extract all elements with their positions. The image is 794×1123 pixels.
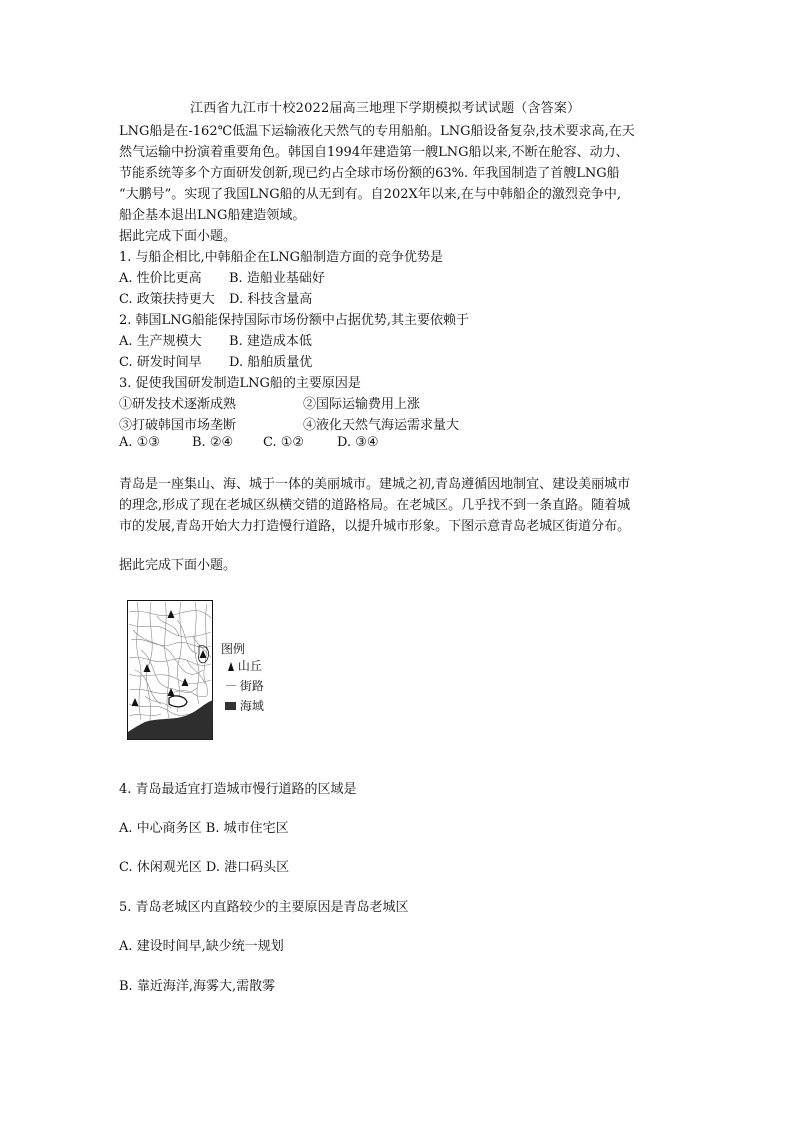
option-a: A. ①③ [119, 435, 160, 450]
option-a: A. 生产规模大 [119, 334, 202, 349]
passage-1-instruction: 据此完成下面小题。 [119, 229, 237, 244]
option-b: B. ②④ [192, 435, 234, 450]
option-d: D. ③④ [337, 435, 379, 450]
sea-area-icon [225, 702, 236, 710]
question-3-stem: 3. 促使我国研发制造LNG船的主要原因是 [119, 376, 361, 391]
question-2-options-row-2 [119, 351, 312, 370]
question-5-option-a: A. 建设时间早,缺少统一规划 [119, 939, 284, 954]
question-3-statements-row-1 [119, 393, 420, 412]
hill-icon [228, 662, 234, 671]
option-d: D. 科技含量高 [229, 292, 313, 307]
option-c: C. ①② [263, 435, 305, 450]
option-d: D. 船舶质量优 [229, 355, 313, 370]
legend-hill-label: 山丘 [237, 659, 262, 673]
statement-2: ②国际运输费用上涨 [303, 397, 421, 412]
passage-2-instruction: 据此完成下面小题。 [119, 558, 237, 573]
statement-1: ①研发技术逐渐成熟 [119, 397, 237, 412]
question-5-stem: 5. 青岛老城区内直路较少的主要原因是青岛老城区 [119, 900, 409, 915]
passage-2-line: 青岛是一座集山、海、城于一体的美丽城市。建城之初,青岛遵循因地制宜、建设美丽城市 [119, 477, 631, 492]
option-c: C. 政策扶持更大 [119, 292, 215, 307]
passage-2-line: 市的发展,青岛开始大力打造慢行道路，以提升城市形象。下图示意青岛老城区街道分布。 [119, 519, 631, 534]
question-4-stem: 4. 青岛最适宜打造城市慢行道路的区域是 [119, 782, 357, 797]
question-2-stem: 2. 韩国LNG船能保持国际市场份额中占据优势,其主要依赖于 [119, 313, 470, 328]
legend-road [226, 677, 264, 694]
option-c: C. 研发时间早 [119, 355, 202, 370]
question-1-options-row-1 [119, 267, 325, 286]
option-b: B. 建造成本低 [229, 334, 312, 349]
qingdao-old-town-street-map [127, 600, 213, 740]
question-2-options-row-1 [119, 330, 312, 349]
option-b: B. 造船业基础好 [229, 271, 325, 286]
question-1-stem: 1. 与船企相比,中韩船企在LNG船制造方面的竞争优势是 [119, 250, 444, 265]
passage-1-line: 节能系统等多个方面研发创新,现已约占全球市场份额的63%. 年我国制造了首艘LNG船 [119, 166, 620, 181]
question-4-options-row-2: C. 休闲观光区 D. 港口码头区 [119, 860, 290, 875]
passage-1-line: LNG船是在-162℃低温下运输液化天然气的专用船舶。LNG船设备复杂,技术要求高,在天 [119, 124, 635, 139]
question-4-options-row-1: A. 中心商务区 B. 城市住宅区 [119, 821, 289, 836]
question-1-options-row-2 [119, 288, 312, 307]
statement-4: ④液化天然气海运需求量大 [303, 418, 460, 433]
legend-road-label: 街路 [239, 679, 264, 693]
question-5-option-b: B. 靠近海洋,海雾大,需散雾 [119, 979, 276, 994]
question-3-answers [119, 435, 379, 450]
legend-hill [228, 657, 262, 674]
legend-sea-label: 海域 [239, 699, 264, 713]
passage-1-line: 然气运输中扮演着重要角色。韩国自1994年建造第一艘LNG船以来,不断在舱容、动力、 [119, 145, 629, 160]
passage-1-line: “大鹏号”。实现了我国LNG船的从无到有。自202X年以来,在与中韩船企的激烈竞争中, [119, 187, 622, 202]
legend-title: 图例 [221, 642, 246, 656]
document-title: 江西省九江市十校2022届高三地理下学期模拟考试试题（含答案） [190, 101, 581, 116]
legend-sea [225, 697, 264, 714]
question-3-statements-row-2 [119, 414, 459, 433]
passage-1-line: 船企基本退出LNG船建造领域。 [119, 208, 306, 223]
option-a: A. 性价比更高 [119, 271, 202, 286]
passage-2-line: 的理念,形成了现在老城区纵横交错的道路格局。在老城区。几乎找不到一条直路。随着城 [119, 498, 631, 513]
statement-3: ③打破韩国市场垄断 [119, 418, 237, 433]
road-line-icon [226, 685, 236, 686]
